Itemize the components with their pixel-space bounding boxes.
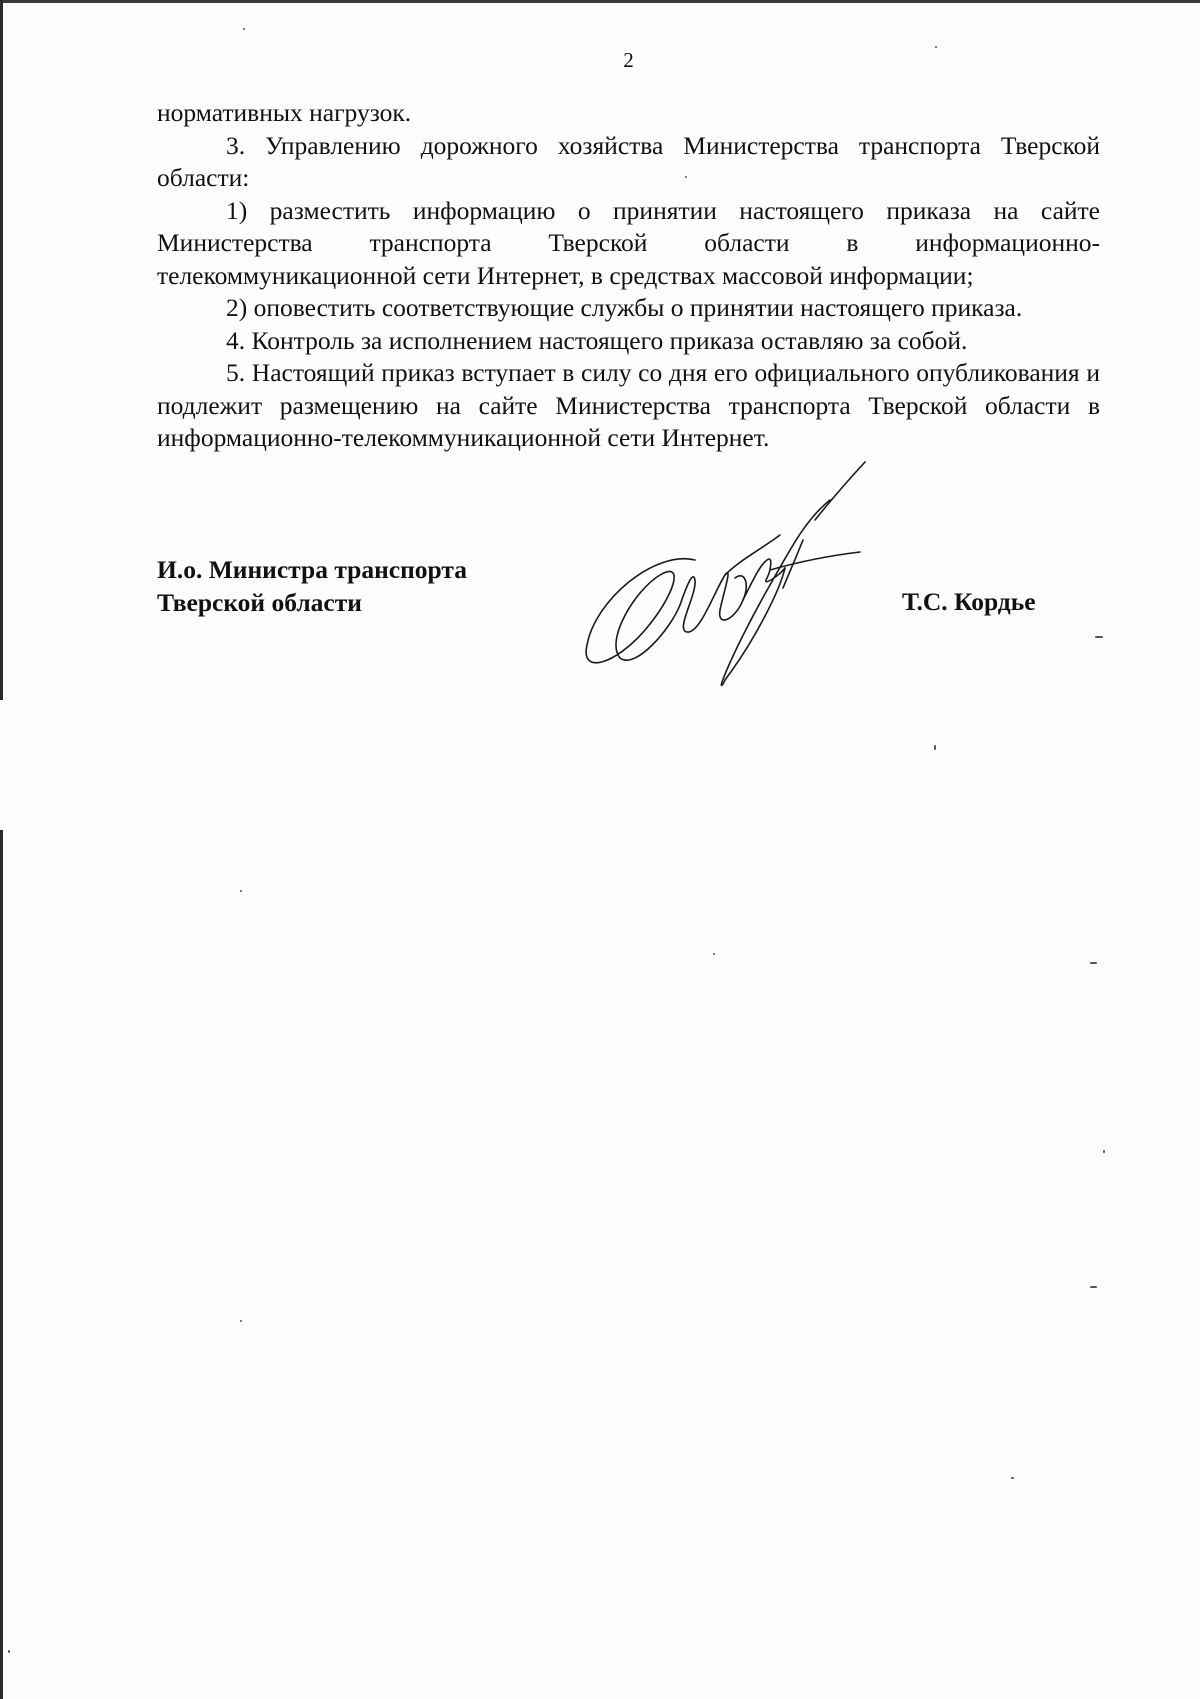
signatory-title: [157, 553, 467, 619]
paragraph-subitem-2: 2) оповестить соответствующие службы о принятии настоящего приказа.: [226, 293, 1023, 322]
paragraph-continuation: нормативных нагрузок.: [157, 98, 412, 127]
scan-speck: [685, 176, 687, 178]
document-body: [157, 97, 1100, 455]
paragraph-subitem-1: 1) разместить информацию о принятии настоящего приказа на сайте Министерства транспорта Тверской области в информационно-телекоммуникационной сети Интернет, в средствах массовой информации;: [157, 195, 1100, 290]
signatory-title-line2: Тверской области: [157, 588, 362, 617]
scan-speck: [1011, 1477, 1014, 1479]
scan-speck: [1090, 962, 1097, 964]
scan-speck: [934, 745, 936, 750]
scan-left-edge: [0, 0, 3, 1699]
page-number: 2: [623, 48, 634, 72]
paragraph-item-3: 3. Управлению дорожного хозяйства Министерства транспорта Тверской области:: [157, 130, 1100, 192]
scan-speck: [713, 953, 715, 955]
scan-speck: [1095, 636, 1103, 638]
scan-top-edge: [0, 0, 1200, 3]
scan-speck: [8, 1650, 10, 1653]
scan-speck: [240, 890, 242, 892]
scan-speck: [1103, 1150, 1105, 1153]
scan-left-edge-gap: [0, 700, 3, 830]
scan-speck: [1090, 1286, 1097, 1288]
paragraph-item-4: 4. Контроль за исполнением настоящего приказа оставляю за собой.: [226, 325, 968, 355]
handwritten-signature: [575, 460, 875, 690]
scan-speck: [240, 1320, 242, 1322]
signatory-title-line1: И.о. Министра транспорта: [157, 555, 467, 584]
signatory-name: Т.С. Кордье: [902, 587, 1036, 616]
paragraph-item-5: 5. Настоящий приказ вступает в силу со дня его официального опубликования и подлежит размещению на сайте Министерства транспорта Тверской области в информационно-телекоммуникационной сети Интернет.: [157, 358, 1100, 452]
scan-speck: [935, 46, 937, 48]
scan-speck: [243, 28, 245, 30]
